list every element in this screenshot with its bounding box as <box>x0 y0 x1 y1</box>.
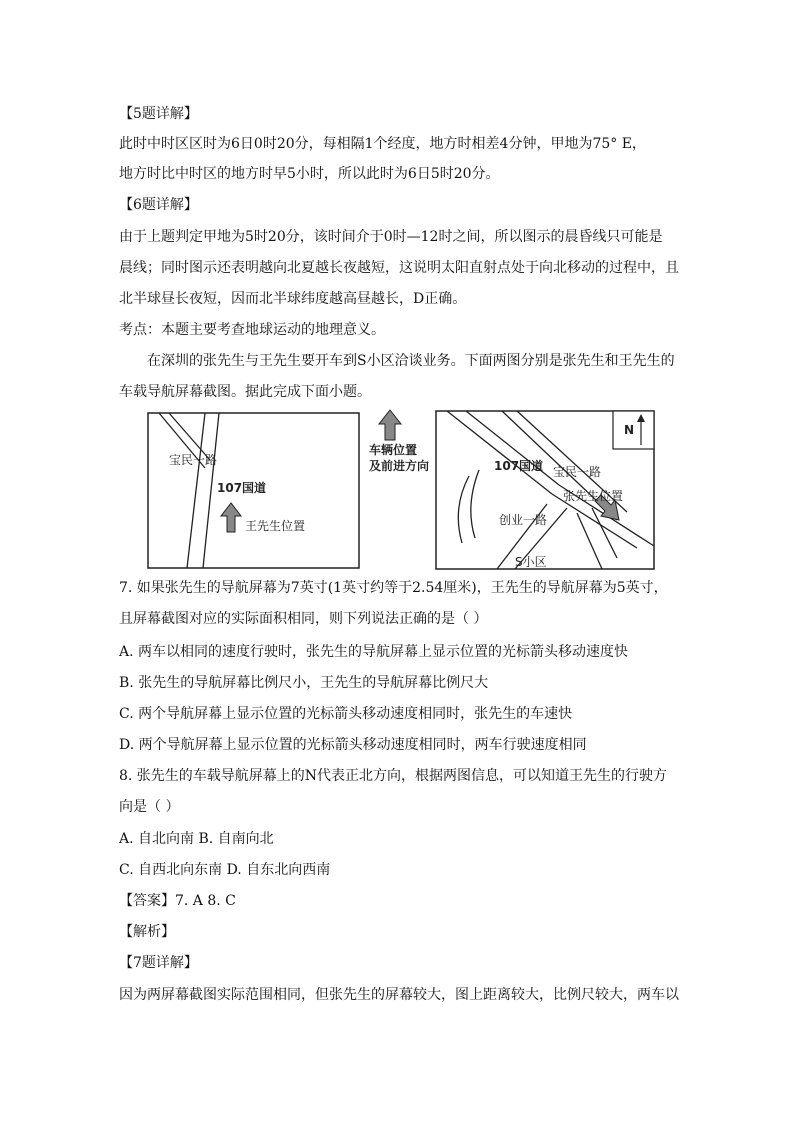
left-road-baomin: 宝民一路 <box>169 453 218 467</box>
intro-line1: 在深圳的张先生与王先生要开车到S小区洽谈业务。下面两图分别是张先生和王先生的 <box>147 353 675 369</box>
left-road-107: 107国道 <box>217 481 267 495</box>
section7-text-line1: 因为两屏幕截图实际范围相同，但张先生的屏幕较大，图上距离较大，比例尺较大，两车以 <box>119 987 679 1003</box>
q7-option-a: A. 两车以相同的速度行驶时，张先生的导航屏幕上显示位置的光标箭头移动速度快 <box>119 644 629 660</box>
section6-heading: 【6题详解】 <box>119 197 198 213</box>
section6-text-line1: 由于上题判定甲地为5时20分，该时间介于0时—12时之间，所以图示的晨昏线只可能是 <box>119 229 663 245</box>
q8-options-cd: C. 自西北向东南 D. 自东北向西南 <box>119 862 331 878</box>
q7-stem-line2: 且屏幕截图对应的实际面积相同，则下列说法正确的是（ ） <box>119 611 488 627</box>
s-xiaoqu-label: S小区 <box>515 555 547 569</box>
q7-option-b: B. 张先生的导航屏幕比例尺小，王先生的导航屏幕比例尺大 <box>119 675 489 691</box>
q7-stem-line1: 7. 如果张先生的导航屏幕为7英寸(1英寸约等于2.54厘米)，王先生的导航屏幕为5英寸， <box>119 580 668 596</box>
right-road-baomin: 宝民一路 <box>553 465 602 479</box>
legend-line1: 车辆位置 <box>369 443 418 457</box>
section7-heading: 【7题详解】 <box>119 955 198 971</box>
right-map-zhang <box>436 411 654 569</box>
right-road-107: 107国道 <box>494 459 544 473</box>
legend <box>369 410 429 473</box>
q8-options-ab: A. 自北向南 B. 自南向北 <box>119 831 274 847</box>
section5-text-line1: 此时中时区区时为6日0时20分，每相隔1个经度，地方时相差4分钟，甲地为75° E， <box>119 136 646 152</box>
section5-heading: 【5题详解】 <box>119 106 198 122</box>
kaodian-note: 考点：本题主要考查地球运动的地理意义。 <box>119 322 385 338</box>
intro-line2: 车载导航屏幕截图。据此完成下面小题。 <box>119 384 371 400</box>
section6-text-line3: 北半球昼长夜短，因而北半球纬度越高昼越长，D正确。 <box>119 291 467 307</box>
q7-option-c: C. 两个导航屏幕上显示位置的光标箭头移动速度相同时，张先生的车速快 <box>119 706 573 722</box>
analysis-heading: 【解析】 <box>119 924 175 940</box>
north-indicator: N <box>624 423 635 437</box>
q7-option-d: D. 两个导航屏幕上显示位置的光标箭头移动速度相同时，两车行驶速度相同 <box>119 737 587 753</box>
q8-stem-line2: 向是（ ） <box>119 799 180 815</box>
legend-line2: 及前进方向 <box>369 459 430 473</box>
zhang-position-label: 张先生位置 <box>563 489 624 503</box>
answer-line: 【答案】7. A 8. C <box>119 893 236 909</box>
wang-position-label: 王先生位置 <box>245 519 306 533</box>
left-map-wang <box>148 413 359 568</box>
q8-stem-line1: 8. 张先生的车载导航屏幕上的N代表正北方向，根据两图信息，可以知道王先生的行驶方 <box>119 768 668 784</box>
legend-arrow-icon <box>379 410 401 440</box>
navigation-maps-figure <box>147 408 655 573</box>
right-road-chuangye: 创业一路 <box>499 513 548 527</box>
section5-text-line2: 地方时比中时区的地方时早5小时，所以此时为6日5时20分。 <box>119 166 500 182</box>
section6-text-line2: 晨线；同时图示还表明越向北夏越长夜越短，这说明太阳直射点处于向北移动的过程中，且 <box>119 260 679 276</box>
